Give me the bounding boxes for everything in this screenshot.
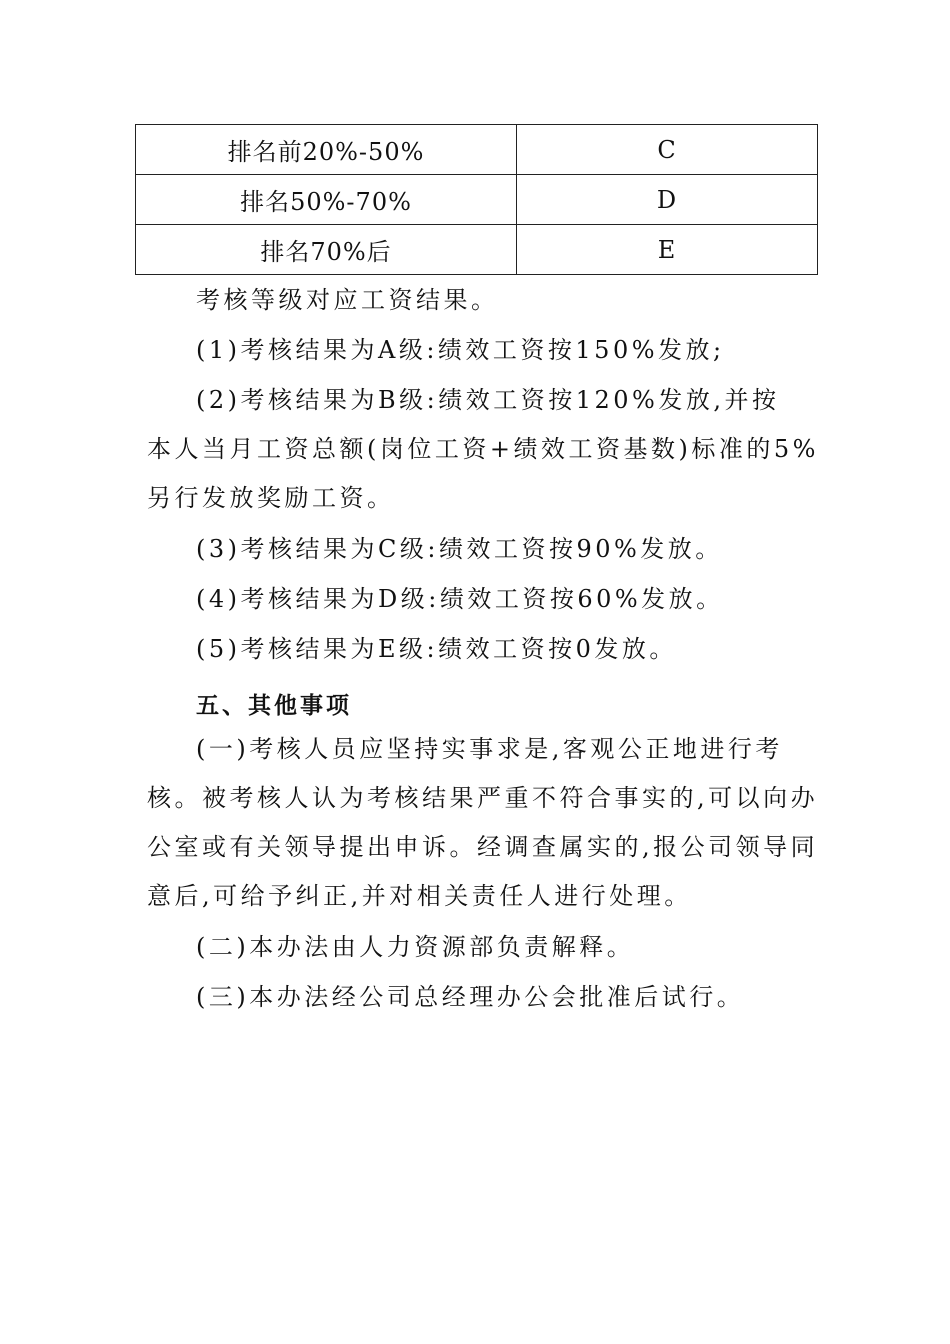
intro-paragraph: 考核等级对应工资结果。 bbox=[196, 286, 499, 314]
other-item-1-line: 意后,可给予纠正,并对相关责任人进行处理。 bbox=[147, 882, 692, 910]
other-item-2: (二)本办法由人力资源部负责解释。 bbox=[196, 933, 635, 961]
other-item-1 bbox=[147, 725, 819, 921]
table-row bbox=[136, 225, 818, 275]
result-b bbox=[147, 376, 819, 523]
table-row bbox=[136, 175, 818, 225]
grade-cell: C bbox=[517, 125, 818, 175]
result-c: (3)考核结果为C级:绩效工资按90%发放。 bbox=[196, 535, 723, 563]
table-row bbox=[136, 125, 818, 175]
other-item-3: (三)本办法经公司总经理办公会批准后试行。 bbox=[196, 983, 745, 1011]
other-item-1-line: 核。被考核人认为考核结果严重不符合事实的,可以向办 bbox=[147, 784, 819, 812]
rank-cell: 排名前20%-50% bbox=[136, 125, 517, 175]
grade-cell: D bbox=[517, 175, 818, 225]
grade-table bbox=[135, 124, 818, 275]
rank-cell: 排名70%后 bbox=[136, 225, 517, 275]
result-b-line: 另行发放奖励工资。 bbox=[147, 484, 395, 512]
result-b-line: (2)考核结果为B级:绩效工资按120%发放,并按 bbox=[196, 386, 780, 414]
grade-cell: E bbox=[517, 225, 818, 275]
rank-cell: 排名50%-70% bbox=[136, 175, 517, 225]
section-heading: 五、其他事项 bbox=[196, 693, 352, 719]
result-a: (1)考核结果为A级:绩效工资按150%发放; bbox=[196, 336, 725, 364]
other-item-1-line: (一)考核人员应坚持实事求是,客观公正地进行考 bbox=[196, 735, 783, 763]
result-b-line: 本人当月工资总额(岗位工资+绩效工资基数)标准的5% bbox=[147, 435, 819, 463]
result-e: (5)考核结果为E级:绩效工资按0发放。 bbox=[196, 635, 677, 663]
other-item-1-line: 公室或有关领导提出申诉。经调查属实的,报公司领导同 bbox=[147, 833, 819, 861]
result-d: (4)考核结果为D级:绩效工资按60%发放。 bbox=[196, 585, 724, 613]
